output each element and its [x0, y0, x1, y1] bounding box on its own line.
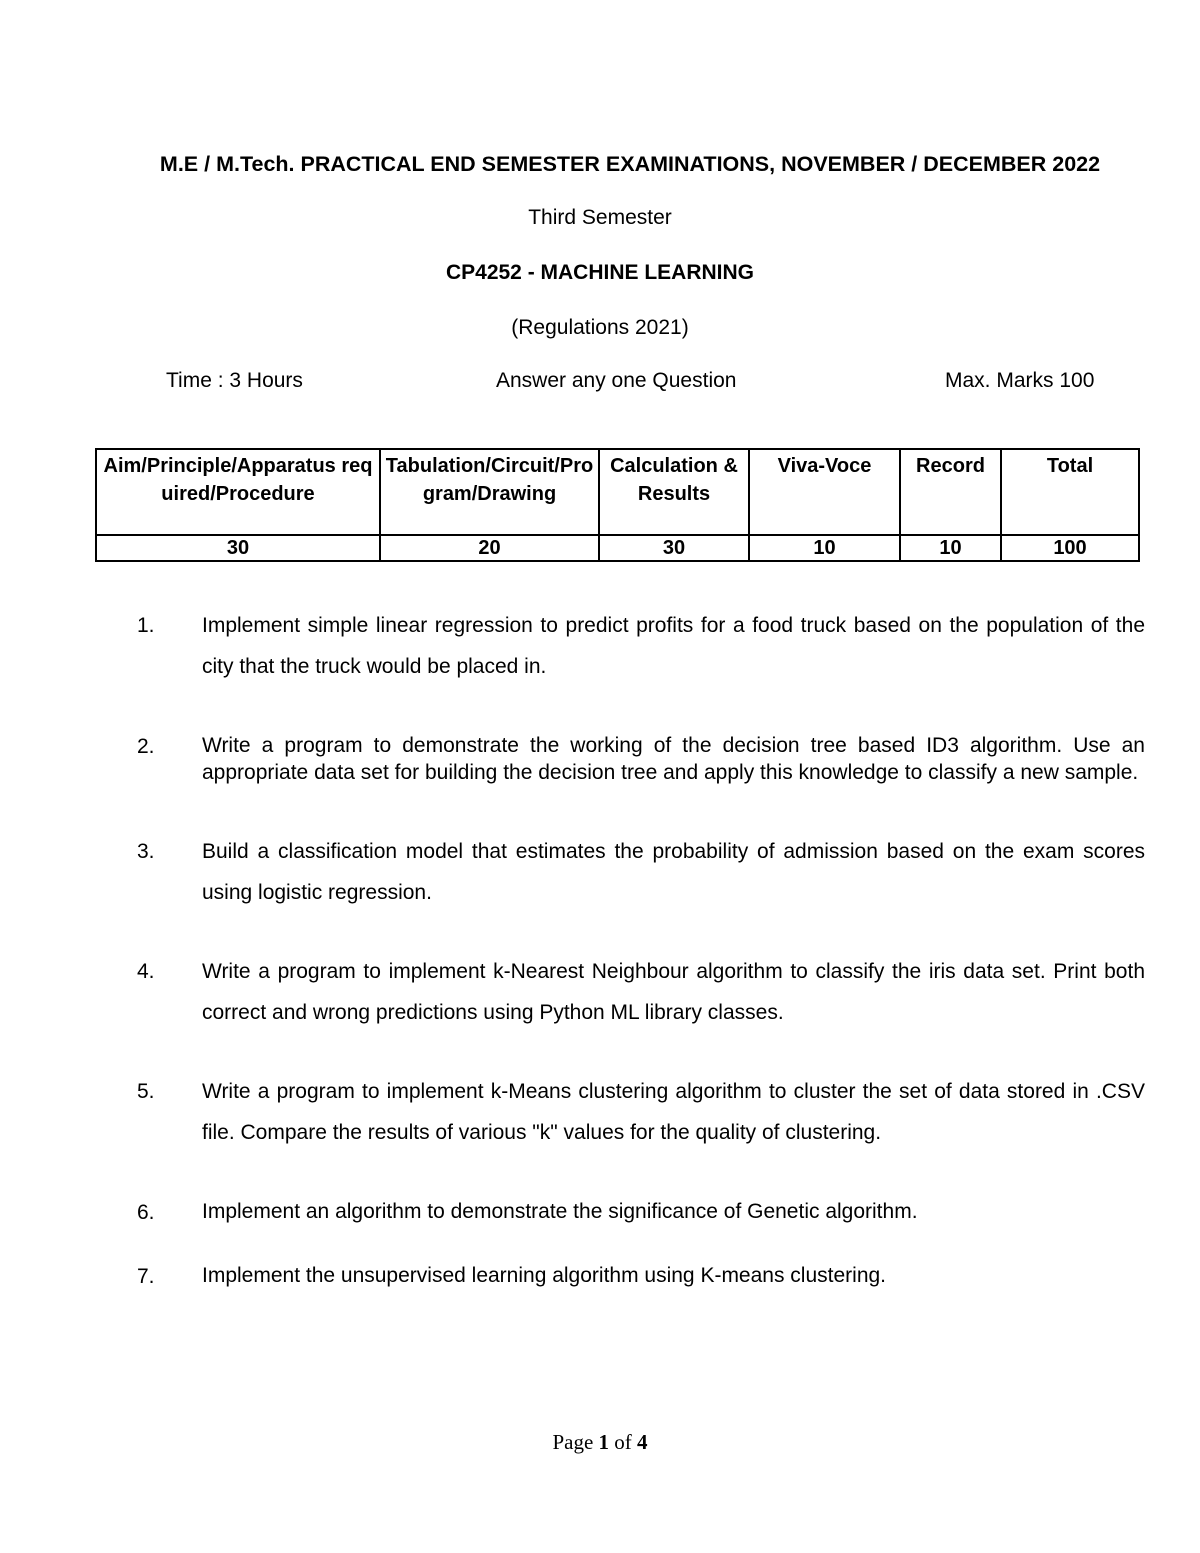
- question-text: Write a program to implement k-Means clustering algorithm to cluster the set of data stored in .CSV file. Compare the results of various "k" values for the quality of clustering.: [202, 1080, 1145, 1144]
- max-marks: Max. Marks 100: [945, 369, 1095, 392]
- table-header-cell: Calculation & Results: [599, 449, 749, 535]
- total-pages-number: 4: [637, 1430, 648, 1454]
- marks-table-header-row: [96, 449, 1139, 535]
- table-header-cell: Aim/Principle/Apparatus required/Procedure: [96, 449, 380, 535]
- table-value-cell: 10: [749, 535, 900, 561]
- question-text: Implement simple linear regression to predict profits for a food truck based on the population of the city that the truck would be placed in.: [202, 614, 1145, 678]
- question-number: 6.: [137, 1201, 155, 1224]
- question-number: 7.: [137, 1265, 155, 1288]
- page-of-label: of: [614, 1430, 632, 1454]
- table-value-cell: 30: [96, 535, 380, 561]
- table-header-cell: Viva-Voce: [749, 449, 900, 535]
- question-text: Build a classification model that estimates the probability of admission based on the exam scores using logistic regression.: [202, 840, 1145, 904]
- exam-duration: Time : 3 Hours: [166, 369, 303, 392]
- question-text: Implement an algorithm to demonstrate the significance of Genetic algorithm.: [202, 1200, 918, 1223]
- table-header-cell: Record: [900, 449, 1001, 535]
- table-value-cell: 20: [380, 535, 599, 561]
- table-header-cell: Tabulation/Circuit/Program/Drawing: [380, 449, 599, 535]
- question-number: 1.: [137, 614, 155, 637]
- table-value-cell: 10: [900, 535, 1001, 561]
- question-number: 2.: [137, 735, 155, 758]
- question-number: 3.: [137, 840, 155, 863]
- page-footer: [0, 1430, 1200, 1455]
- current-page-number: 1: [598, 1430, 610, 1454]
- marks-table: [95, 448, 1140, 562]
- question-number: 4.: [137, 960, 155, 983]
- regulations-label: (Regulations 2021): [511, 316, 689, 339]
- table-value-cell: 100: [1001, 535, 1139, 561]
- table-header-cell: Total: [1001, 449, 1139, 535]
- question-number: 5.: [137, 1080, 155, 1103]
- page-label: Page: [552, 1430, 594, 1454]
- question-text: Implement the unsupervised learning algorithm using K-means clustering.: [202, 1264, 887, 1287]
- marks-table-values-row: [96, 535, 1139, 561]
- exam-meta-row: [0, 369, 1200, 399]
- question-text: Write a program to demonstrate the working of the decision tree based ID3 algorithm. Use an appropriate data set for building the decision tree and apply this knowledge to classify a new sample.: [202, 734, 1145, 784]
- course-title: CP4252 - MACHINE LEARNING: [445, 261, 755, 284]
- exam-instruction: Answer any one Question: [496, 369, 737, 392]
- question-text: Write a program to implement k-Nearest Neighbour algorithm to classify the iris data set. Print both correct and wrong predictions using Python ML library classes.: [202, 960, 1145, 1024]
- table-value-cell: 30: [599, 535, 749, 561]
- exam-title: M.E / M.Tech. PRACTICAL END SEMESTER EXAMINATIONS, NOVEMBER / DECEMBER 2022: [159, 152, 1101, 176]
- semester-label: Third Semester: [528, 206, 672, 229]
